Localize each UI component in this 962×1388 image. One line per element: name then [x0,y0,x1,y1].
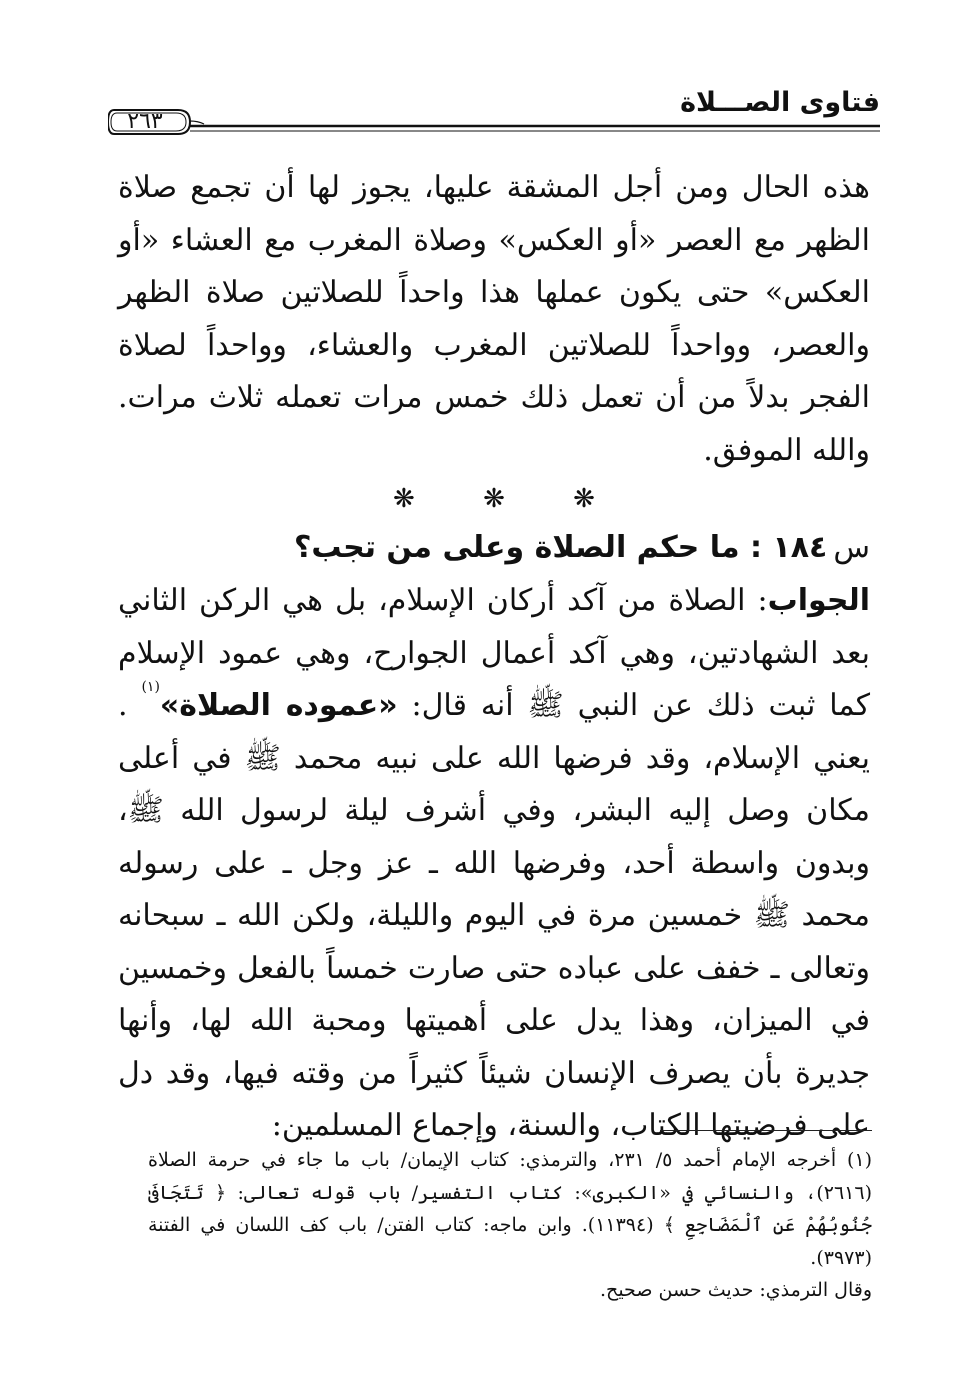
question-text: ١٨٤ : ما حكم الصلاة وعلى من تجب؟ [293,530,828,565]
footnote-separator [660,1130,872,1131]
answer-text-part2: . يعني الإسلام، وقد فرضها الله على نبيه محمد ﷺ في أعلى مكان وصل إليه البشر، وفي أشرف ليلة لرسول الله ﷺ، وبدون واسطة أحد، وفرضها الله ـ عز وجل ـ على رسوله محمد ﷺ خمسين مرة في اليوم والليلة، ولكن الله ـ سبحانه وتعالى ـ خفف على عباده حتى صارت خمساً بالفعل وخمسين في الميزان، وهذا يدل على أهميتها ومحبة الله لها، وأنها جديرة بأن يصرف الإنسان شيئاً كثيراً من وقته فيها، وقد دل على فرضيتها الكتاب، والسنة، وإجماع المسلمين: [118,688,870,1143]
hadith-quote: «عموده الصلاة» [159,688,398,723]
answer-paragraph [118,575,870,1153]
main-text [118,162,870,1153]
paragraph-continuation: هذه الحال ومن أجل المشقة عليها، يجوز لها أن تجمع صلاة الظهر مع العصر «أو العكس» وصلاة المغرب مع العشاء «أو العكس» حتى يكون عملها هذا واحداً للصلاتين صلاة الظهر والعصر، وواحداً للصلاتين المغرب والعشاء، وواحداً لصلاة الفجر بدلاً من أن تعمل ذلك خمس مرات تعمله ثلاث مرات. والله الموفق. [118,170,870,468]
question-marker: س [833,530,870,565]
answer-label: الجواب [767,583,870,618]
footnote-reference[interactable]: (١) [141,679,160,695]
answer-text-part1: : الصلاة من آكد أركان الإسلام، بل هي الركن الثاني بعد الشهادتين، وهي آكد أعمال الجوارح، وهي عمود الإسلام كما ثبت ذلك عن النبي ﷺ أنه قال: [118,583,871,723]
question-heading [118,521,870,575]
running-header [108,80,880,150]
footnotes [148,1144,872,1307]
section-separator: ❋ ❋ ❋ [393,484,625,514]
book-title: فتاوى الصـــلاة [680,87,880,118]
footnote-1: (١) أخرجه الإمام أحمد ٥/ ٢٣١، والترمذي: كتاب الإيمان/ باب ما جاء في حرمة الصلاة (٢٦١٦)، والنسائي في «الكبرى»: كتاب التفسير/ باب قوله تعالى: ﴿ تَتَجَافَىٰ جُنُوبُهُمْ عَنِ ٱلْمَضَاجِعِ ﴾ (١١٣٩٤). وابن ماجه: كتاب الفتن/ باب كف اللسان في الفتنة (٣٩٧٣). [148,1149,872,1269]
footnote-1-continuation: وقال الترمذي: حديث حسن صحيح. [600,1279,872,1301]
page-number: ٢٦٣ [127,109,163,134]
